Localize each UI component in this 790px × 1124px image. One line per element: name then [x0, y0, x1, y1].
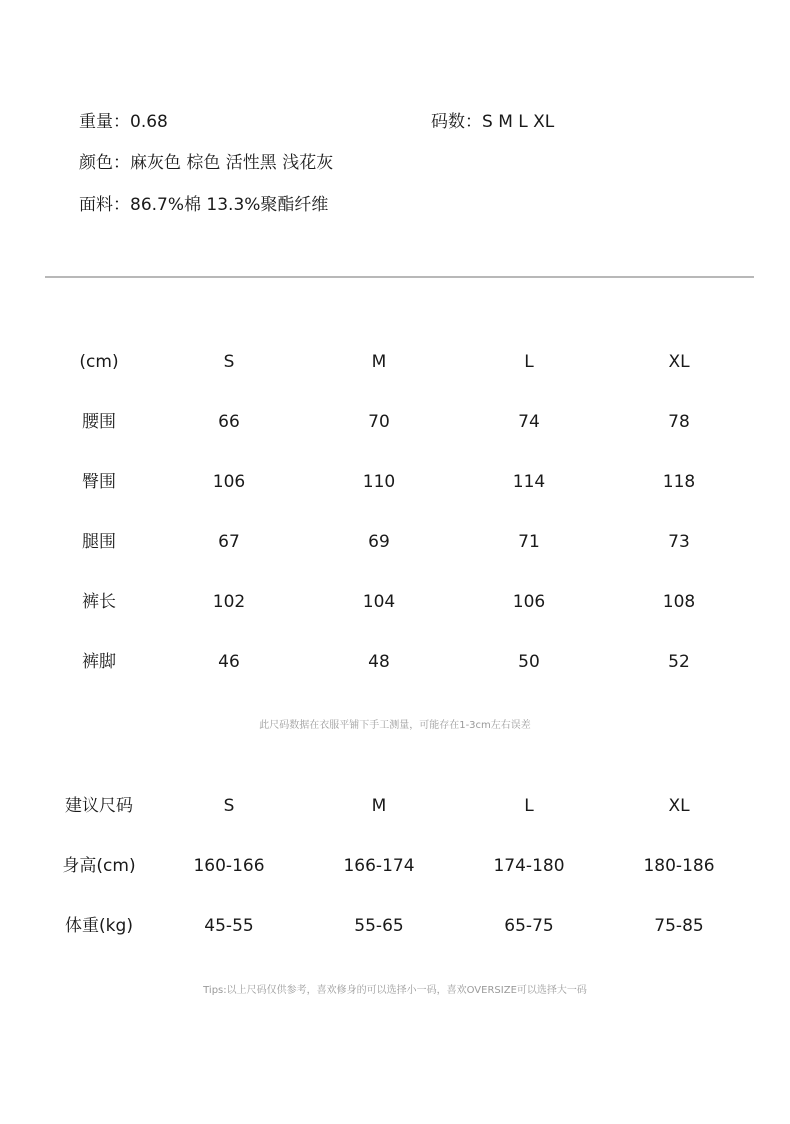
table-cell: 118 [662, 472, 696, 492]
table-header-row [0, 792, 790, 820]
table-cell: 52 [668, 652, 690, 672]
table-cell: 106 [212, 472, 246, 492]
color-info: 颜色：麻灰色 棕色 活性黑 浅花灰 [79, 153, 334, 173]
table-cell: 78 [668, 412, 690, 432]
header-cell-recommended: 建议尺码 [65, 796, 133, 816]
table-cell: 46 [218, 652, 240, 672]
table-cell: 102 [212, 592, 246, 612]
table-cell: 75-85 [654, 916, 704, 936]
table-cell: 73 [668, 532, 690, 552]
row-label-weight: 体重(kg) [65, 916, 133, 936]
table-row [0, 852, 790, 880]
table-cell: 180-186 [643, 856, 715, 876]
row-label-thigh: 腿围 [82, 532, 116, 552]
size-tips-note: Tips:以上尺码仅供参考，喜欢修身的可以选择小一码，喜欢OVERSIZE可以选择大一码 [203, 985, 587, 996]
table-row [0, 528, 790, 556]
table-row [0, 648, 790, 676]
table-cell: 69 [368, 532, 390, 552]
table-cell: 110 [362, 472, 396, 492]
table-row [0, 912, 790, 940]
header-cell-m: M [371, 352, 387, 372]
table-cell: 50 [518, 652, 540, 672]
table-cell: 106 [512, 592, 546, 612]
row-label-length: 裤长 [82, 592, 116, 612]
table-header-row [0, 348, 790, 376]
table-row [0, 468, 790, 496]
header-cell-m: M [371, 796, 387, 816]
header-cell-xl: XL [668, 796, 690, 816]
table-cell: 71 [518, 532, 540, 552]
table-cell: 45-55 [204, 916, 254, 936]
fabric-info: 面料：86.7%棉 13.3%聚酯纤维 [79, 195, 329, 215]
section-divider [45, 276, 754, 278]
header-cell-l: L [524, 352, 534, 372]
table-cell: 70 [368, 412, 390, 432]
measurement-note: 此尺码数据在衣服平铺下手工测量，可能存在1-3cm左右误差 [259, 720, 531, 731]
size-list-info: 码数：S M L XL [431, 112, 555, 132]
table-cell: 104 [362, 592, 396, 612]
header-cell-s: S [223, 352, 235, 372]
header-cell-unit: (cm) [79, 352, 119, 372]
row-label-hip: 臀围 [82, 472, 116, 492]
table-row [0, 408, 790, 436]
table-cell: 166-174 [343, 856, 415, 876]
table-cell: 108 [662, 592, 696, 612]
row-label-hem: 裤脚 [82, 652, 116, 672]
header-cell-s: S [223, 796, 235, 816]
table-row [0, 588, 790, 616]
header-cell-l: L [524, 796, 534, 816]
table-cell: 67 [218, 532, 240, 552]
header-cell-xl: XL [668, 352, 690, 372]
row-label-height: 身高(cm) [62, 856, 136, 876]
table-cell: 66 [218, 412, 240, 432]
table-cell: 174-180 [493, 856, 565, 876]
row-label-waist: 腰围 [82, 412, 116, 432]
table-cell: 55-65 [354, 916, 404, 936]
table-cell: 65-75 [504, 916, 554, 936]
table-cell: 74 [518, 412, 540, 432]
table-cell: 48 [368, 652, 390, 672]
table-cell: 114 [512, 472, 546, 492]
table-cell: 160-166 [193, 856, 265, 876]
weight-info: 重量：0.68 [79, 112, 168, 132]
